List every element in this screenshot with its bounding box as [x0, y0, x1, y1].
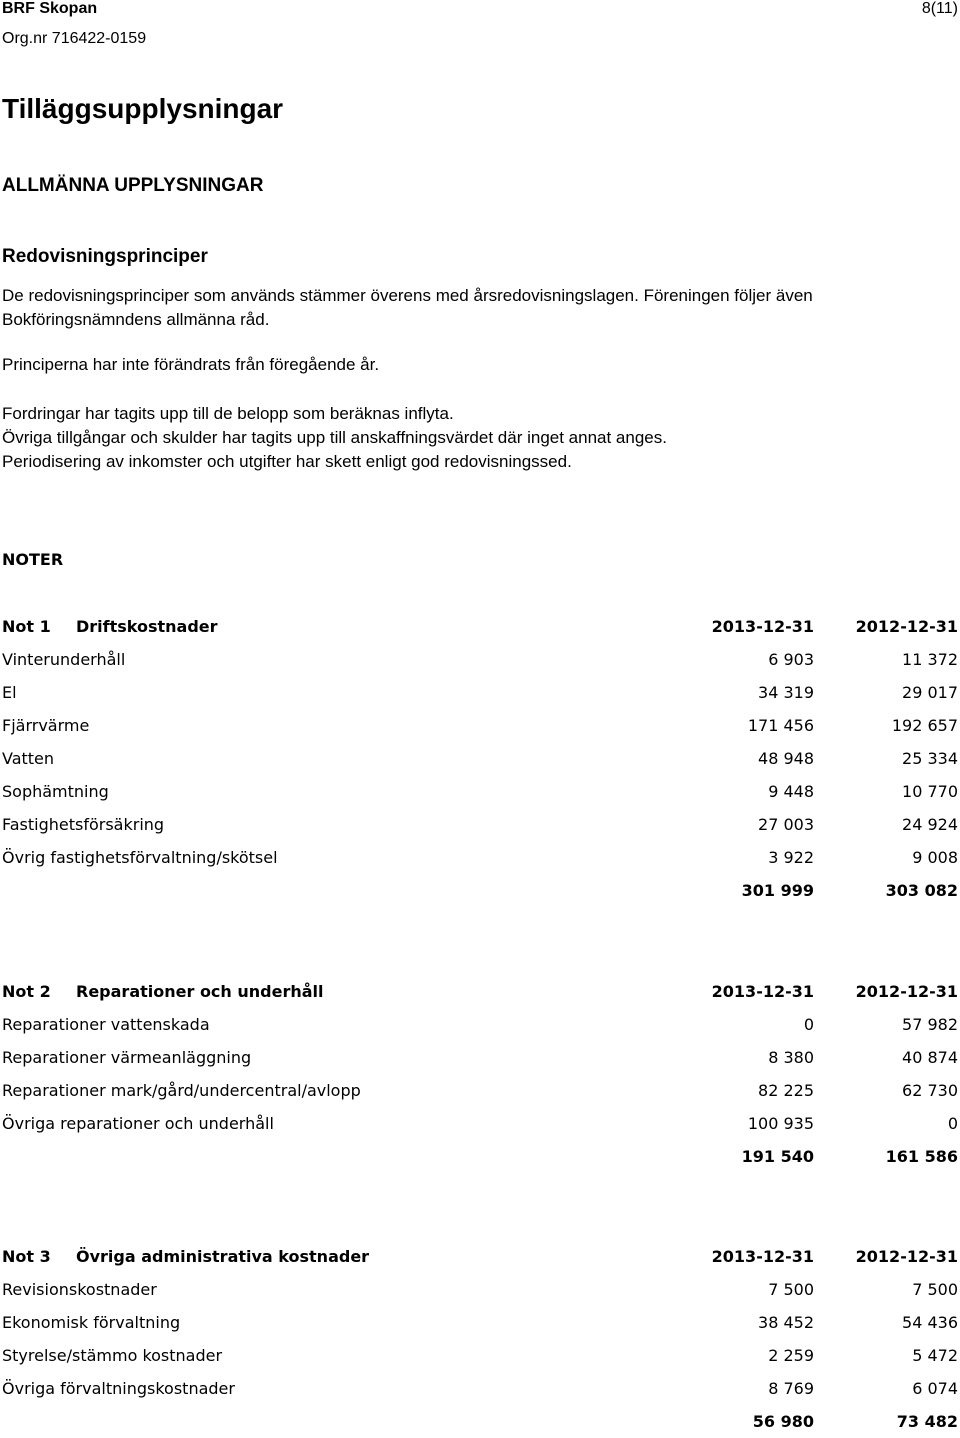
row-label: Vinterunderhåll [2, 650, 126, 669]
principles-paragraph-2: Principerna har inte förändrats från föregående år. [2, 355, 380, 374]
row-label: Övriga förvaltningskostnader [2, 1379, 235, 1398]
value-2013: 27 003 [758, 815, 814, 834]
note-header-row [2, 975, 958, 1008]
value-2012: 10 770 [902, 782, 958, 801]
value-2013: 100 935 [747, 1114, 814, 1133]
table-row [2, 709, 958, 742]
total-row [2, 874, 958, 907]
row-label: Vatten [2, 749, 55, 768]
row-label: Reparationer vattenskada [2, 1015, 210, 1034]
column-2012: 2012-12-31 [855, 1247, 958, 1266]
row-label: Reparationer mark/gård/undercentral/avlopp [2, 1081, 361, 1100]
organization-number: Org.nr 716422-0159 [2, 30, 147, 47]
value-2012: 6 074 [912, 1379, 958, 1398]
column-2012: 2012-12-31 [855, 982, 958, 1001]
value-2012: 54 436 [902, 1313, 958, 1332]
value-2013: 0 [803, 1015, 814, 1034]
row-label: El [2, 683, 17, 702]
row-label: Styrelse/stämmo kostnader [2, 1346, 223, 1365]
table-row [2, 643, 958, 676]
note-number: Not 2 [2, 982, 51, 1001]
note-title: Övriga administrativa kostnader [76, 1247, 370, 1266]
principles-heading: Redovisningsprinciper [2, 246, 208, 267]
page-title: Tilläggsupplysningar [2, 93, 284, 124]
value-2012: 0 [947, 1114, 958, 1133]
value-2012: 7 500 [912, 1280, 958, 1299]
table-row [2, 1074, 958, 1107]
note-number: Not 3 [2, 1247, 51, 1266]
principles-line: Fordringar har tagits upp till de belopp som beräknas inflyta. [2, 404, 454, 423]
value-2013: 3 922 [768, 848, 814, 867]
note-title: Reparationer och underhåll [76, 982, 324, 1001]
note-1-table [2, 610, 958, 907]
table-row [2, 1339, 958, 1372]
note-3-table [2, 1240, 958, 1438]
page-number: 8(11) [921, 0, 958, 17]
column-2013: 2013-12-31 [711, 1247, 814, 1266]
principles-line: Periodisering av inkomster och utgifter har skett enligt god redovisningssed. [2, 452, 572, 471]
note-header-row [2, 1240, 958, 1273]
value-2012: 5 472 [912, 1346, 958, 1365]
value-2013: 6 903 [768, 650, 814, 669]
row-label: Reparationer värmeanläggning [2, 1048, 252, 1067]
general-section-heading: ALLMÄNNA UPPLYSNINGAR [2, 175, 264, 196]
row-label: Sophämtning [2, 782, 109, 801]
value-2012: 24 924 [902, 815, 958, 834]
row-label: Fjärrvärme [2, 716, 90, 735]
total-2013: 191 540 [741, 1147, 814, 1166]
principles-paragraph-1: De redovisningsprinciper som används stämmer överens med årsredovisningslagen. Föreningen följer även Bokföringsnämndens allmänna råd. [2, 286, 813, 329]
row-label: Övrig fastighetsförvaltning/skötsel [2, 848, 278, 867]
total-2012: 161 586 [885, 1147, 958, 1166]
row-label: Övriga reparationer och underhåll [2, 1114, 274, 1133]
column-2013: 2013-12-31 [711, 982, 814, 1001]
table-row [2, 1306, 958, 1339]
value-2012: 192 657 [891, 716, 958, 735]
row-label: Fastighetsförsäkring [2, 815, 165, 834]
total-row [2, 1405, 958, 1438]
value-2012: 9 008 [912, 848, 958, 867]
row-label: Ekonomisk förvaltning [2, 1313, 181, 1332]
table-row [2, 676, 958, 709]
note-header-row [2, 610, 958, 643]
note-number: Not 1 [2, 617, 51, 636]
row-label: Revisionskostnader [2, 1280, 157, 1299]
value-2013: 82 225 [758, 1081, 814, 1100]
table-row [2, 841, 958, 874]
value-2013: 8 769 [768, 1379, 814, 1398]
table-row [2, 775, 958, 808]
value-2013: 9 448 [768, 782, 814, 801]
table-row [2, 1041, 958, 1074]
value-2013: 7 500 [768, 1280, 814, 1299]
value-2012: 29 017 [902, 683, 958, 702]
value-2012: 57 982 [902, 1015, 958, 1034]
table-row [2, 1107, 958, 1140]
notes-heading: NOTER [2, 550, 64, 569]
total-2012: 303 082 [885, 881, 958, 900]
principles-line: Övriga tillgångar och skulder har tagits upp till anskaffningsvärdet där inget annat anges. [2, 428, 667, 447]
organization-name: BRF Skopan [2, 0, 98, 17]
total-row [2, 1140, 958, 1173]
value-2013: 8 380 [768, 1048, 814, 1067]
value-2013: 38 452 [758, 1313, 814, 1332]
total-2013: 56 980 [752, 1412, 814, 1431]
value-2012: 25 334 [902, 749, 958, 768]
value-2012: 62 730 [902, 1081, 958, 1100]
value-2013: 34 319 [758, 683, 814, 702]
table-row [2, 742, 958, 775]
table-row [2, 1273, 958, 1306]
table-row [2, 808, 958, 841]
column-2012: 2012-12-31 [855, 617, 958, 636]
column-2013: 2013-12-31 [711, 617, 814, 636]
value-2013: 2 259 [768, 1346, 814, 1365]
value-2012: 40 874 [902, 1048, 958, 1067]
principles-paragraph-3 [2, 402, 667, 474]
total-2012: 73 482 [896, 1412, 958, 1431]
value-2013: 171 456 [747, 716, 814, 735]
note-title: Driftskostnader [76, 617, 218, 636]
value-2013: 48 948 [758, 749, 814, 768]
table-row [2, 1372, 958, 1405]
value-2012: 11 372 [902, 650, 958, 669]
note-2-table [2, 975, 958, 1173]
total-2013: 301 999 [741, 881, 814, 900]
table-row [2, 1008, 958, 1041]
